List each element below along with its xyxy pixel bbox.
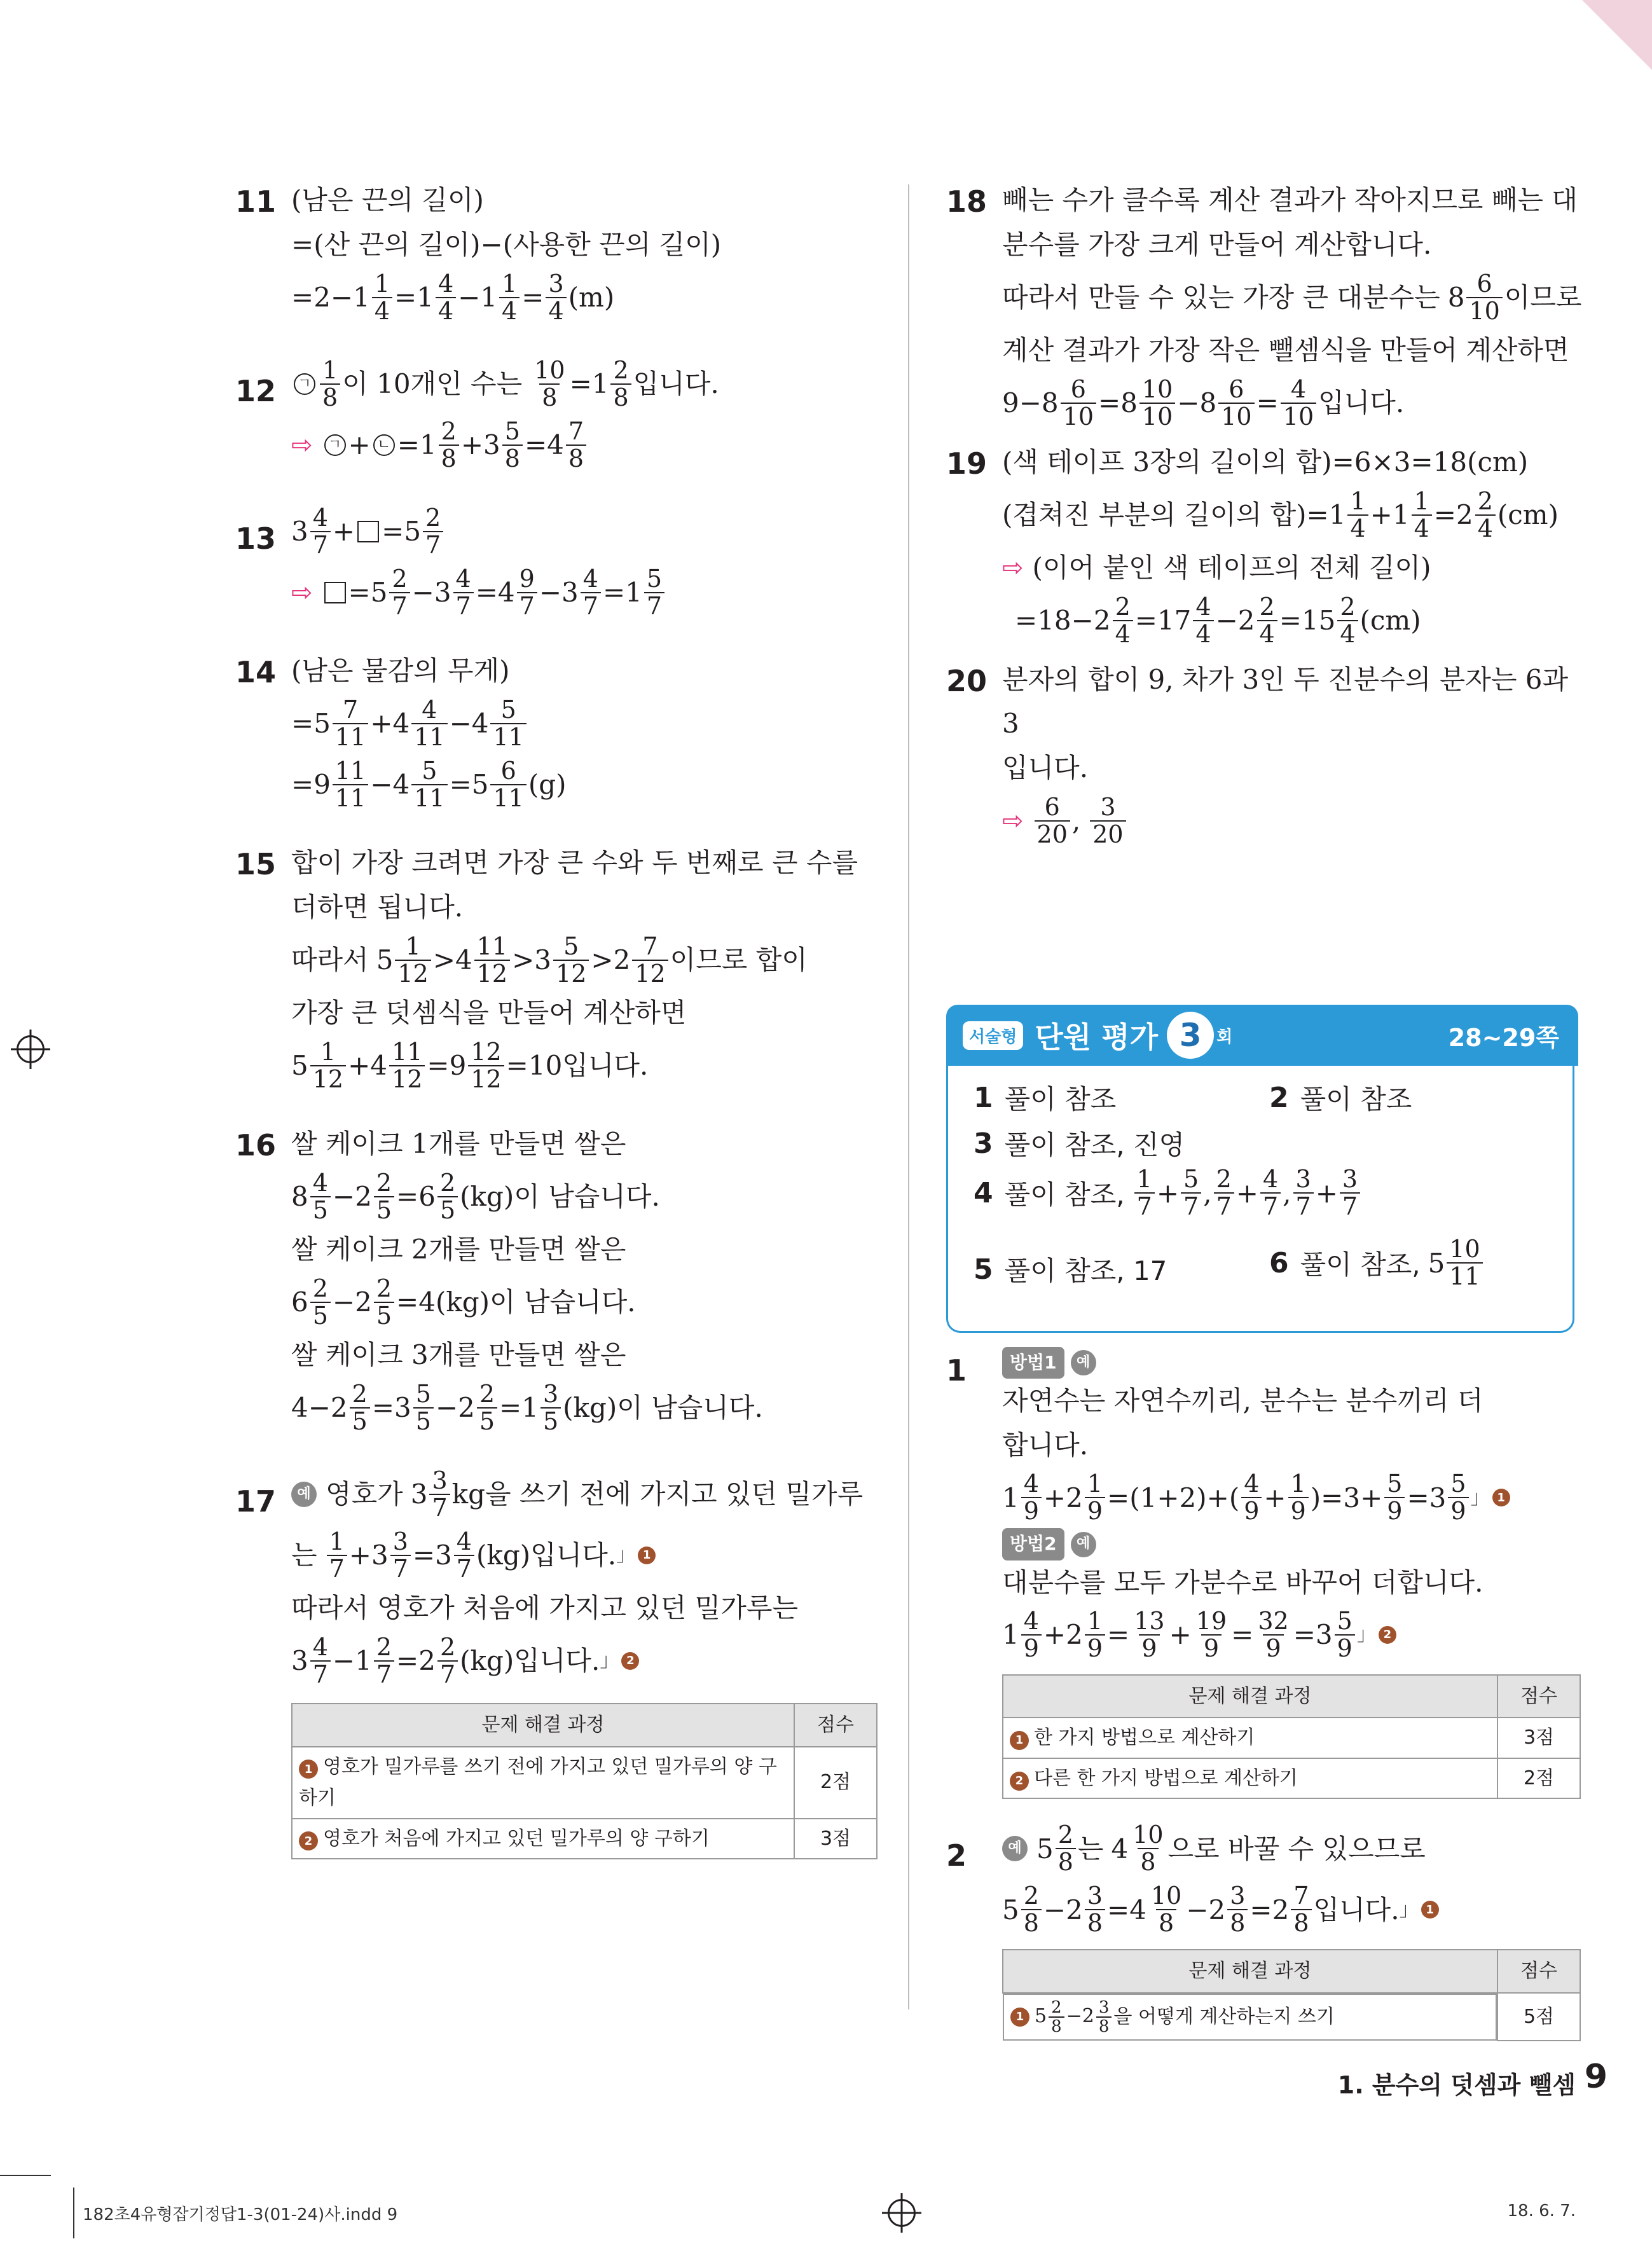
table-cell: 3점 bbox=[794, 1819, 877, 1859]
solution-line: 합이 가장 크려면 가장 큰 수와 두 번째로 큰 수를 bbox=[291, 847, 858, 879]
text: (kg)이 남습니다. bbox=[563, 1392, 763, 1424]
answer-text: 풀이 참조, 17 bbox=[1004, 1255, 1167, 1286]
unit-title: 단원 평가 bbox=[1035, 1020, 1159, 1054]
solution-line: 분수를 가장 크게 만들어 계산합니다. bbox=[1002, 229, 1432, 261]
solution-line: 4−2 $\frac{2}{5}$ =3 $\frac{5}{5}$ −2 $\frac{2}{5}$ =1 $\frac{3}{5}$ (kg)이 남습니다. bbox=[291, 1379, 763, 1435]
table-row: 1 한 가지 방법으로 계산하기 3점 bbox=[1003, 1718, 1580, 1758]
solution-line: ⇨ =5 $\frac{2}{7}$ −3 $\frac{4}{7}$ =4 $\frac{9}{7}$ −3 $\frac{4}{7}$ =1 $\frac{5}{7}$ bbox=[291, 562, 878, 623]
solution-line bbox=[1002, 546, 1582, 590]
round-suffix: 회 bbox=[1216, 1027, 1233, 1047]
problem-18 bbox=[946, 178, 1582, 434]
table-cell: 을 어떻게 계산하는지 쓰기 bbox=[1113, 2006, 1335, 2029]
rubric-table bbox=[1002, 1674, 1581, 1800]
rubric-table bbox=[1002, 1949, 1581, 2041]
example-icon: 예 bbox=[1071, 1532, 1096, 1557]
solution-line: 더하면 됩니다. bbox=[291, 892, 464, 923]
problem-16 bbox=[235, 1122, 878, 1438]
problem-17 bbox=[235, 1464, 878, 1859]
solution-line: 예 영호가 3 $\frac{3}{7}$ kg을 쓰기 전에 가지고 있던 밀가루 bbox=[291, 1464, 878, 1525]
method-tag: 방법2 bbox=[1002, 1528, 1064, 1560]
table-header: 문제 해결 과정 bbox=[292, 1704, 794, 1747]
unit-evaluation-answers bbox=[946, 1066, 1574, 1333]
solution-line: (남은 물감의 무게) bbox=[291, 655, 510, 687]
problem-12 bbox=[235, 354, 878, 476]
example-icon: 예 bbox=[1002, 1836, 1028, 1861]
solution-line: 쌀 케이크 3개를 만들면 쌀은 bbox=[291, 1339, 626, 1371]
right-column bbox=[946, 178, 1582, 851]
solution-line: 쌀 케이크 2개를 만들면 쌀은 bbox=[291, 1234, 626, 1265]
table-header: 점수 bbox=[1497, 1950, 1580, 1993]
solution-line bbox=[1002, 1528, 1582, 1604]
solution-line: =2−1 $\frac{1}{4}$ =1 $\frac{4}{4}$ −1 $\frac{1}{4}$ = $\frac{3}{4}$ (m) bbox=[291, 269, 615, 325]
text: 영호가 bbox=[326, 1478, 403, 1510]
solution-line: ⇨ ㄱ + ㄴ =1 $\frac{2}{8}$ +3 $\frac{5}{8}$ =4 $\frac{7}{8}$ bbox=[291, 415, 878, 476]
unit-label: (g) bbox=[528, 769, 567, 801]
solution-line: 8 $\frac{4}{5}$ −2 $\frac{2}{5}$ =6 $\frac{2}{5}$ (kg)이 남습니다. bbox=[291, 1168, 660, 1224]
unit-evaluation-header bbox=[946, 1005, 1578, 1066]
page-number: 9 bbox=[1584, 2058, 1607, 2096]
text: 이므로 bbox=[1504, 282, 1582, 313]
solution-line: 분자의 합이 9, 차가 3인 두 진분수의 분자는 6과 3 bbox=[1002, 664, 1569, 740]
problem-number: 18 bbox=[946, 184, 988, 219]
solution-line: 계산 결과가 가장 작은 뺄셈식을 만들어 계산하면 bbox=[1002, 334, 1569, 366]
table-row: 1 5 $\frac{2}{8}$ −2 $\frac{3}{8}$ 을 어떻게 계산하는지 쓰기 5점 bbox=[1003, 1993, 1580, 2041]
scoring-mark-2: 2 bbox=[1379, 1626, 1396, 1644]
solution-line: 합니다. bbox=[1002, 1429, 1089, 1461]
solution-line: ㄱ $\frac{1}{8}$ 이 10개인 수는 $\frac{10}{8}$ =1 $\frac{2}{8}$ 입니다. bbox=[291, 354, 878, 415]
problem-number: 2 bbox=[946, 1838, 967, 1873]
problem-number: 19 bbox=[946, 446, 988, 481]
text: =4(kg)이 남습니다. bbox=[396, 1286, 636, 1318]
solution-line: 3 $\frac{4}{7}$ + =5 $\frac{2}{7}$ bbox=[291, 501, 878, 562]
method-tag: 방법1 bbox=[1002, 1347, 1064, 1379]
column-divider bbox=[908, 184, 909, 2009]
problem-20 bbox=[946, 658, 1582, 851]
answer-6: 6 풀이 참조, 5 $\frac{10}{11}$ bbox=[1269, 1236, 1485, 1290]
solution-line: =18−2 $\frac{2}{4}$ =17 $\frac{4}{4}$ −2 $\frac{2}{4}$ =15 $\frac{2}{4}$ (cm) bbox=[1015, 592, 1421, 648]
print-date: 18. 6. 7. bbox=[1507, 2201, 1576, 2221]
text: (겹쳐진 부분의 길이의 합)= bbox=[1002, 499, 1329, 531]
solution-line bbox=[1002, 1347, 1582, 1423]
text: 대분수를 모두 가분수로 바꾸어 더합니다. bbox=[1002, 1566, 1483, 1598]
solution-line: 1 $\frac{4}{9}$ +2 $\frac{1}{9}$ = $\frac{13}{9}$ + $\frac{19}{9}$ = $\frac{32}{9}$ =3 $\frac{5}{9}$ 」 2 bbox=[1002, 1604, 1582, 1665]
table-cell: 다른 한 가지 방법으로 계산하기 bbox=[1034, 1767, 1298, 1789]
table-header: 점수 bbox=[794, 1704, 877, 1747]
text: 자연수는 자연수끼리, 분수는 분수끼리 더 bbox=[1002, 1385, 1483, 1417]
table-cell: 3점 bbox=[1497, 1718, 1580, 1758]
rubric-table bbox=[291, 1703, 878, 1859]
solution-line: =(산 끈의 길이)−(사용한 끈의 길이) bbox=[291, 229, 722, 261]
answer-text: 풀이 참조, bbox=[1004, 1179, 1125, 1211]
badge: 서술형 bbox=[963, 1021, 1023, 1050]
solution-line: 예 5 $\frac{2}{8}$ 는 4 $\frac{10}{8}$ 으로 바꿀 수 있으므로 bbox=[1002, 1818, 1582, 1879]
text: 으로 바꿀 수 있으므로 bbox=[1167, 1833, 1426, 1864]
file-slug: 182초4유형잡기정답1-3(01-24)사.indd 9 bbox=[83, 2205, 398, 2224]
table-row: 2 다른 한 가지 방법으로 계산하기 2점 bbox=[1003, 1758, 1580, 1799]
solution-line: 5 $\frac{2}{8}$ −2 $\frac{3}{8}$ =4 $\frac{10}{8}$ −2 $\frac{3}{8}$ =2 $\frac{7}{8}$ 입니다. 」 1 bbox=[1002, 1879, 1582, 1940]
registration-mark-icon bbox=[17, 1035, 45, 1063]
descriptive-solutions bbox=[946, 1347, 1582, 2041]
problem-number: 20 bbox=[946, 664, 988, 698]
table-cell: 영호가 처음에 가지고 있던 밀가루의 양 구하기 bbox=[323, 1827, 710, 1850]
scoring-mark-1: 1 bbox=[638, 1547, 656, 1564]
problem-number: 16 bbox=[235, 1128, 277, 1162]
problem-number: 12 bbox=[235, 374, 277, 408]
circled-nieun-icon: ㄴ bbox=[373, 434, 395, 456]
solution-line: (색 테이프 3장의 길이의 합)=6×3=18(cm) bbox=[1002, 446, 1529, 478]
problem-number: 11 bbox=[235, 184, 277, 219]
arrow-icon: ⇨ bbox=[291, 431, 313, 460]
solution-line: 따라서 5 $\frac{1}{12}$ >4 $\frac{11}{12}$ >3 $\frac{5}{12}$ >2 $\frac{7}{12}$ 이므로 합이 bbox=[291, 932, 808, 988]
page-range: 28~29쪽 bbox=[1448, 1023, 1559, 1052]
arrow-icon: ⇨ bbox=[1002, 806, 1024, 836]
problem-number: 15 bbox=[235, 847, 277, 881]
problem-13 bbox=[235, 501, 878, 623]
table-cell: 영호가 밀가루를 쓰기 전에 가지고 있던 밀가루의 양 구하기 bbox=[299, 1755, 777, 1809]
table-row: 2 영호가 처음에 가지고 있던 밀가루의 양 구하기 3점 bbox=[292, 1819, 877, 1859]
table-cell: 한 가지 방법으로 계산하기 bbox=[1034, 1726, 1255, 1749]
solution-line: =5 $\frac{7}{11}$ +4 $\frac{4}{11}$ −4 $\frac{5}{11}$ bbox=[291, 693, 878, 754]
text: (cm) bbox=[1359, 605, 1421, 637]
table-header: 문제 해결 과정 bbox=[1003, 1950, 1497, 1993]
trim-mark bbox=[0, 2175, 51, 2176]
solution-line: 따라서 만들 수 있는 가장 큰 대분수는 8 $\frac{6}{10}$ 이므로 bbox=[1002, 269, 1582, 325]
answer-text: 풀이 참조, 진영 bbox=[1004, 1129, 1185, 1161]
scoring-mark-1: 1 bbox=[1492, 1489, 1510, 1506]
solution-1 bbox=[946, 1347, 1582, 1799]
answer-2: 2 풀이 참조 bbox=[1269, 1078, 1412, 1117]
answer-text: 풀이 참조 bbox=[1004, 1084, 1117, 1115]
text: 는 bbox=[291, 1540, 317, 1571]
problem-number: 13 bbox=[235, 521, 277, 556]
text: 입니다. bbox=[633, 368, 719, 400]
text: (kg)입니다. bbox=[476, 1540, 617, 1571]
problem-14 bbox=[235, 649, 878, 815]
answer-5: 5 풀이 참조, 17 bbox=[974, 1250, 1167, 1288]
circled-giyeok-icon: ㄱ bbox=[324, 434, 346, 456]
text: (kg)이 남습니다. bbox=[460, 1181, 660, 1213]
left-column bbox=[235, 178, 878, 1859]
solution-line: 가장 큰 덧셈식을 만들어 계산하면 bbox=[291, 997, 687, 1029]
answer-3: 3 풀이 참조, 진영 bbox=[974, 1124, 1185, 1162]
solution-line: (남은 끈의 길이) bbox=[291, 184, 484, 216]
answer-4: 4 풀이 참조, $\frac{1}{7}$ + $\frac{5}{7}$ , $\frac{2}{7}$ + $\frac{4}{7}$ , $\frac{3}{7}$ + $\frac{3}{7}$ bbox=[974, 1166, 1362, 1220]
round-number: 3 bbox=[1167, 1012, 1214, 1059]
answer-text: 풀이 참조 bbox=[1300, 1084, 1412, 1115]
answer-text: 풀이 참조, bbox=[1300, 1249, 1421, 1281]
unit-label: (m) bbox=[568, 282, 615, 313]
solution-line: 1 $\frac{4}{9}$ +2 $\frac{1}{9}$ =(1+2)+( $\frac{4}{9}$ + $\frac{1}{9}$ )=3+ $\frac{5}{9}$ =3 $\frac{5}{9}$ 」 1 bbox=[1002, 1467, 1582, 1528]
solution-line: 빼는 수가 클수록 계산 결과가 작아지므로 빼는 대 bbox=[1002, 184, 1578, 216]
arrow-icon: ⇨ bbox=[291, 578, 313, 607]
solution-line: 따라서 영호가 처음에 가지고 있던 밀가루는 bbox=[291, 1592, 799, 1624]
problem-15 bbox=[235, 841, 878, 1096]
problem-11 bbox=[235, 178, 878, 328]
solution-2 bbox=[946, 1818, 1582, 2041]
example-icon: 예 bbox=[1071, 1350, 1096, 1375]
problem-number: 1 bbox=[946, 1353, 967, 1388]
table-cell: 5점 bbox=[1497, 1993, 1580, 2041]
arrow-icon: ⇨ bbox=[1002, 553, 1024, 582]
problem-number: 14 bbox=[235, 655, 277, 689]
text: 는 bbox=[1077, 1833, 1104, 1864]
text: 따라서 bbox=[291, 944, 369, 976]
solution-line: 6 $\frac{2}{5}$ −2 $\frac{2}{5}$ =4(kg)이 남습니다. bbox=[291, 1274, 636, 1330]
table-cell: 2점 bbox=[794, 1747, 877, 1819]
solution-line: 5 $\frac{1}{12}$ +4 $\frac{11}{12}$ =9 $\frac{12}{12}$ =10입니다. bbox=[291, 1037, 649, 1093]
table-header: 점수 bbox=[1497, 1675, 1580, 1718]
text: kg을 쓰기 전에 가지고 있던 밀가루 bbox=[451, 1478, 864, 1510]
solution-line: 는 $\frac{1}{7}$ +3 $\frac{3}{7}$ =3 $\frac{4}{7}$ (kg)입니다. 」 1 bbox=[291, 1525, 878, 1586]
text: 입니다. bbox=[1313, 1894, 1400, 1926]
blank-box bbox=[357, 521, 379, 542]
text: 입니다. bbox=[1318, 387, 1405, 419]
chapter-title: 1. 분수의 덧셈과 뺄셈 bbox=[1337, 2071, 1576, 2099]
table-header: 문제 해결 과정 bbox=[1003, 1675, 1497, 1718]
text: (kg)입니다. bbox=[460, 1645, 600, 1677]
solution-line: =9 $\frac{11}{11}$ −4 $\frac{5}{11}$ =5 $\frac{6}{11}$ (g) bbox=[291, 756, 567, 812]
text: =10입니다. bbox=[506, 1050, 649, 1082]
text: (이어 붙인 색 테이프의 전체 길이) bbox=[1032, 552, 1431, 584]
solution-line: ⇨ $\frac{6}{20}$ , $\frac{3}{20}$ bbox=[1002, 790, 1582, 851]
solution-line: 3 $\frac{4}{7}$ −1 $\frac{2}{7}$ =2 $\frac{2}{7}$ (kg)입니다. 」 2 bbox=[291, 1630, 878, 1691]
corner-decoration bbox=[1582, 0, 1652, 70]
registration-mark-icon bbox=[888, 2199, 916, 2227]
problem-19 bbox=[946, 440, 1582, 651]
text: 따라서 만들 수 있는 가장 큰 대분수는 bbox=[1002, 282, 1440, 313]
example-icon: 예 bbox=[291, 1482, 317, 1507]
table-row: 1 영호가 밀가루를 쓰기 전에 가지고 있던 밀가루의 양 구하기 2점 bbox=[292, 1747, 877, 1819]
scoring-mark-2: 2 bbox=[621, 1652, 639, 1670]
blank-box bbox=[324, 582, 346, 603]
solution-line: (겹쳐진 부분의 길이의 합)= 1 $\frac{1}{4}$ +1 $\frac{1}{4}$ =2 $\frac{2}{4}$ (cm) bbox=[1002, 486, 1559, 542]
text: 이 10개인 수는 bbox=[342, 368, 523, 400]
circled-giyeok-icon: ㄱ bbox=[294, 373, 315, 395]
trim-mark bbox=[73, 2188, 74, 2238]
solution-line: 입니다. bbox=[1002, 752, 1089, 783]
scoring-mark-1: 1 bbox=[1421, 1901, 1439, 1919]
text: 이므로 합이 bbox=[670, 944, 808, 976]
problem-number: 17 bbox=[235, 1484, 277, 1519]
solution-line: 쌀 케이크 1개를 만들면 쌀은 bbox=[291, 1128, 626, 1160]
solution-line: 9−8 $\frac{6}{10}$ =8 $\frac{10}{10}$ −8 $\frac{6}{10}$ = $\frac{4}{10}$ 입니다. bbox=[1002, 375, 1405, 431]
text: (cm) bbox=[1497, 499, 1559, 531]
table-cell: 2점 bbox=[1497, 1758, 1580, 1799]
answer-1: 1 풀이 참조 bbox=[974, 1078, 1116, 1117]
